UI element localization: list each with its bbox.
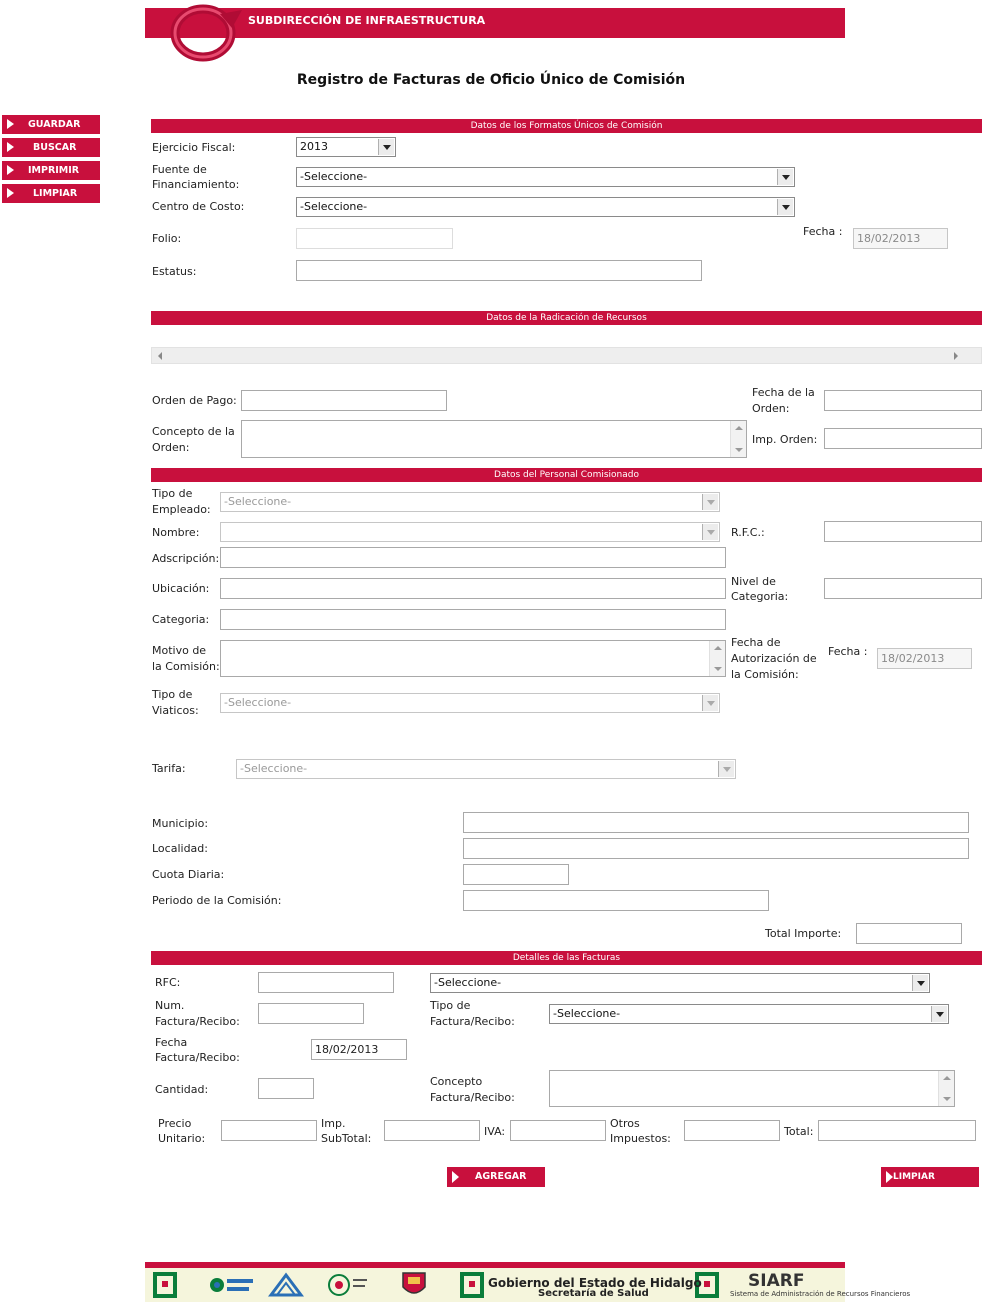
chevron-down-icon	[718, 761, 734, 777]
horizontal-scrollbar[interactable]	[151, 347, 982, 364]
fuente-select[interactable]	[296, 167, 795, 187]
fecha-aut-label-1: Fecha de	[731, 636, 781, 649]
fecha-orden-input[interactable]	[824, 390, 982, 411]
concepto-orden-label-1: Concepto de la	[152, 425, 235, 438]
tipo-empleado-label-2: Empleado:	[152, 503, 211, 516]
total-importe-input[interactable]	[856, 923, 962, 944]
factura-rfc-select-value: -Seleccione-	[434, 976, 502, 989]
categoria-input[interactable]	[220, 609, 726, 630]
tipo-factura-select[interactable]	[549, 1004, 949, 1024]
swirl-logo-icon	[170, 0, 250, 62]
nivel-input[interactable]	[824, 578, 982, 599]
rfc-label: R.F.C.:	[731, 526, 765, 539]
subtotal-label-2: SubTotal:	[321, 1132, 372, 1145]
ejercicio-select[interactable]	[296, 137, 396, 157]
orden-label: Orden de Pago:	[152, 394, 237, 407]
otros-label-2: Impuestos:	[610, 1132, 671, 1145]
nivel-label-2: Categoria:	[731, 590, 789, 603]
tipo-empleado-select[interactable]	[220, 492, 720, 512]
beneficencia-logo-icon	[267, 1271, 305, 1299]
fuente-label-1: Fuente de	[152, 163, 207, 176]
precio-label-1: Precio	[158, 1117, 192, 1130]
fecha-aut-label-3: la Comisión:	[731, 668, 799, 681]
total-importe-label: Total Importe:	[765, 927, 842, 940]
total-label: Total:	[784, 1125, 814, 1138]
concepto-factura-label-1: Concepto	[430, 1075, 483, 1088]
chevron-down-icon	[702, 524, 718, 540]
tipo-factura-label-2: Factura/Recibo:	[430, 1015, 515, 1028]
rfc-input[interactable]	[824, 521, 982, 542]
factura-rfc-label: RFC:	[155, 976, 181, 989]
search-button[interactable]: BUSCAR	[2, 138, 100, 157]
nombre-select[interactable]	[220, 522, 720, 542]
agregar-button[interactable]: AGREGAR	[447, 1167, 545, 1187]
otros-input[interactable]	[684, 1120, 780, 1141]
orden-input[interactable]	[241, 390, 447, 411]
estatus-input[interactable]	[296, 260, 702, 281]
fecha-orden-label-2: Orden:	[752, 402, 790, 415]
tipo-empleado-value: -Seleccione-	[224, 495, 292, 508]
save-button[interactable]: GUARDAR	[2, 115, 100, 134]
ubicacion-input[interactable]	[220, 578, 726, 599]
textarea-scrollbar[interactable]	[730, 421, 746, 457]
header-title: SUBDIRECCIÓN DE INFRAESTRUCTURA	[248, 14, 486, 27]
localidad-label: Localidad:	[152, 842, 208, 855]
total-input[interactable]	[818, 1120, 976, 1141]
fecha-aut-label-2: Autorización de	[731, 652, 817, 665]
fuente-label-2: Financiamiento:	[152, 178, 240, 191]
chevron-down-icon	[702, 494, 718, 510]
cuota-input[interactable]	[463, 864, 569, 885]
centro-value: -Seleccione-	[300, 200, 368, 213]
imp-orden-label: Imp. Orden:	[752, 433, 818, 446]
adscripcion-label: Adscripción:	[152, 552, 220, 565]
localidad-input[interactable]	[463, 838, 969, 859]
subtotal-input[interactable]	[384, 1120, 480, 1141]
section-header-facturas: Detalles de las Facturas	[151, 951, 982, 965]
fecha-input[interactable]: 18/02/2013	[853, 228, 948, 249]
concepto-factura-textarea[interactable]	[549, 1070, 955, 1107]
otros-label-1: Otros	[610, 1117, 640, 1130]
tipo-factura-label-1: Tipo de	[430, 999, 471, 1012]
centro-label: Centro de Costo:	[152, 200, 245, 213]
cantidad-label: Cantidad:	[155, 1083, 209, 1096]
section-header-radicacion: Datos de la Radicación de Recursos	[151, 311, 982, 325]
folio-label: Folio:	[152, 232, 182, 245]
fuente-value: -Seleccione-	[300, 170, 368, 183]
footer-gobierno: Gobierno del Estado de Hidalgo	[488, 1276, 702, 1290]
folio-input[interactable]	[296, 228, 453, 249]
chevron-down-icon	[777, 169, 793, 185]
nombre-label: Nombre:	[152, 526, 200, 539]
scroll-right-icon[interactable]	[954, 352, 958, 360]
chevron-down-icon	[702, 695, 718, 711]
chevron-down-icon	[777, 199, 793, 215]
tipo-viaticos-label-1: Tipo de	[152, 688, 193, 701]
municipio-input[interactable]	[463, 812, 969, 833]
periodo-input[interactable]	[463, 890, 769, 911]
tarifa-label: Tarifa:	[152, 762, 186, 775]
siarf-logo: SIARF	[748, 1271, 805, 1291]
nivel-label-1: Nivel de	[731, 575, 776, 588]
footer-secretaria: Secretaría de Salud	[538, 1288, 649, 1299]
precio-input[interactable]	[221, 1120, 317, 1141]
page-title: Registro de Facturas de Oficio Único de Comisión	[296, 72, 686, 88]
tarifa-value: -Seleccione-	[240, 762, 308, 775]
fecha-factura-label-2: Factura/Recibo:	[155, 1051, 240, 1064]
seguro-popular-logo-icon	[207, 1271, 255, 1299]
chevron-down-icon	[931, 1006, 947, 1022]
factura-rfc-input[interactable]	[258, 972, 394, 993]
secretaria-salud-logo-icon	[327, 1271, 369, 1299]
ubicacion-label: Ubicación:	[152, 582, 210, 595]
tipo-viaticos-label-2: Viaticos:	[152, 704, 199, 717]
concepto-orden-label-2: Orden:	[152, 441, 190, 454]
fecha-aut-input[interactable]: 18/02/2013	[877, 648, 972, 669]
precio-label-2: Unitario:	[158, 1132, 206, 1145]
print-button[interactable]: IMPRIMIR	[2, 161, 100, 180]
adscripcion-input[interactable]	[220, 547, 726, 568]
municipio-label: Municipio:	[152, 817, 209, 830]
num-factura-label-2: Factura/Recibo:	[155, 1015, 240, 1028]
tipo-factura-value: -Seleccione-	[553, 1007, 621, 1020]
fecha-label: Fecha :	[803, 225, 843, 238]
salud-logo-icon	[460, 1271, 484, 1299]
cuota-label: Cuota Diaria:	[152, 868, 225, 881]
imp-orden-input[interactable]	[824, 428, 982, 449]
concepto-orden-textarea[interactable]	[241, 420, 747, 458]
escudo-logo-icon	[399, 1271, 429, 1299]
iva-label: IVA:	[484, 1125, 506, 1138]
num-factura-label-1: Num.	[155, 999, 185, 1012]
ejercicio-label: Ejercicio Fiscal:	[152, 141, 236, 154]
cantidad-input[interactable]	[258, 1078, 314, 1099]
periodo-label: Periodo de la Comisión:	[152, 894, 282, 907]
motivo-label-1: Motivo de	[152, 644, 207, 657]
tipo-viaticos-value: -Seleccione-	[224, 696, 292, 709]
iva-input[interactable]	[510, 1120, 606, 1141]
clear-button[interactable]: LIMPIAR	[2, 184, 100, 203]
chevron-down-icon	[912, 975, 928, 991]
chevron-down-icon	[378, 139, 394, 155]
section-header-formatos: Datos de los Formatos Únicos de Comisión	[151, 119, 982, 133]
scroll-left-icon[interactable]	[158, 352, 162, 360]
fecha-factura-input[interactable]: 18/02/2013	[311, 1039, 407, 1060]
motivo-textarea[interactable]	[220, 640, 726, 677]
tipo-viaticos-select[interactable]	[220, 693, 720, 713]
centro-select[interactable]	[296, 197, 795, 217]
tipo-empleado-label-1: Tipo de	[152, 487, 193, 500]
motivo-label-2: la Comisión:	[152, 660, 220, 673]
subtotal-label-1: Imp.	[321, 1117, 346, 1130]
fecha-factura-label-1: Fecha	[155, 1036, 188, 1049]
estatus-label: Estatus:	[152, 265, 197, 278]
limpiar-captura-button[interactable]: LIMPIAR CAPTURA	[881, 1167, 979, 1187]
fecha-aut-fecha-label: Fecha :	[828, 645, 868, 658]
ejercicio-value: 2013	[300, 140, 328, 153]
textarea-scrollbar[interactable]	[709, 641, 725, 676]
concepto-factura-label-2: Factura/Recibo:	[430, 1091, 515, 1104]
salud-logo-icon	[153, 1271, 177, 1299]
factura-rfc-select[interactable]	[430, 973, 930, 993]
tarifa-select[interactable]	[236, 759, 736, 779]
categoria-label: Categoria:	[152, 613, 210, 626]
textarea-scrollbar[interactable]	[938, 1071, 954, 1106]
num-factura-input[interactable]	[258, 1003, 364, 1024]
fecha-orden-label-1: Fecha de la	[752, 386, 815, 399]
siarf-subtitle: Sistema de Administración de Recursos Financieros	[730, 1290, 911, 1298]
section-header-personal: Datos del Personal Comisionado	[151, 468, 982, 482]
